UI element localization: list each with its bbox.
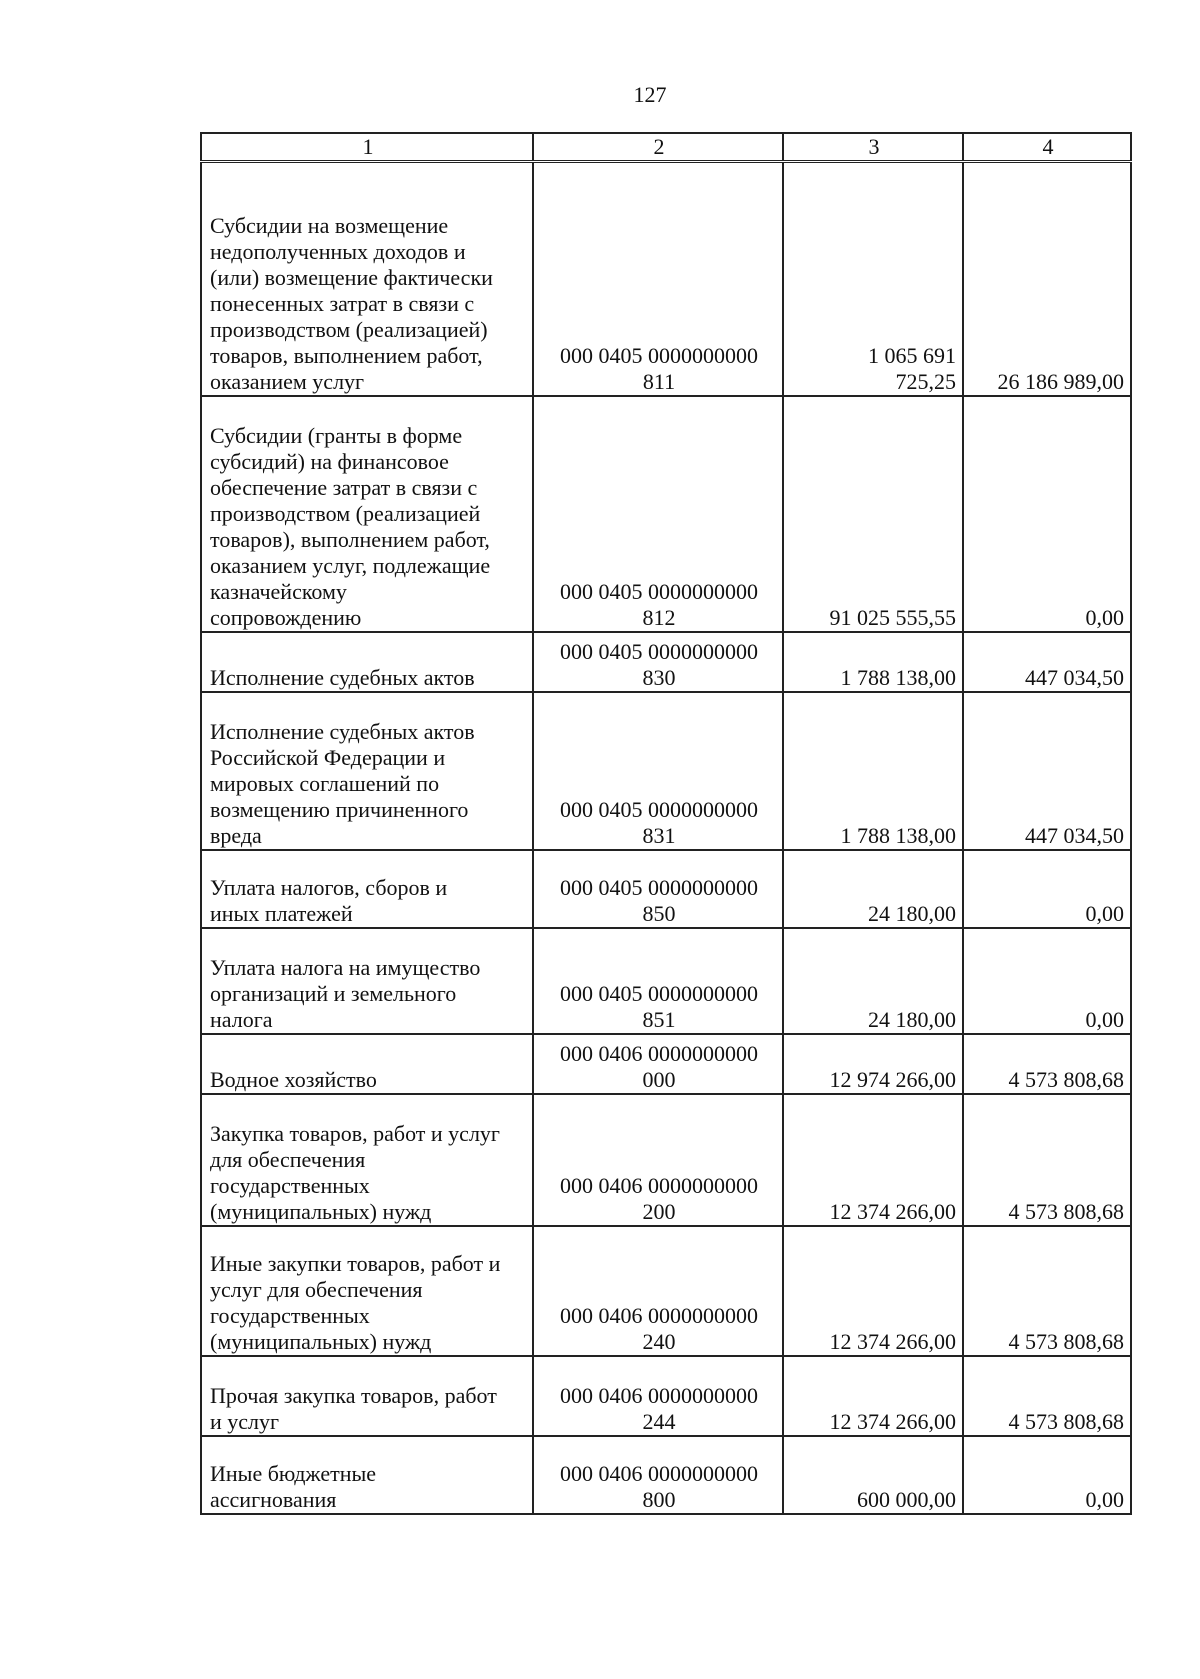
row-col3-value: [783, 632, 963, 692]
row-name: [201, 1226, 533, 1356]
row-col3-value-line: 24 180,00: [868, 1007, 956, 1032]
row-col3-value-line: 12 374 266,00: [829, 1409, 956, 1434]
row-code-line: 000 0406 0000000000: [560, 1383, 758, 1408]
row-name-line: казначейскому: [210, 579, 347, 604]
row-col4-value: 4 573 808,68: [963, 1226, 1131, 1356]
header-col-4: 4: [963, 133, 1131, 162]
row-col3-value-line: 91 025 555,55: [829, 605, 956, 630]
row-name-line: Иные закупки товаров, работ и: [210, 1251, 501, 1276]
row-col4-value: 0,00: [963, 928, 1131, 1034]
row-code-line: 800: [642, 1487, 676, 1512]
row-code: [533, 1226, 783, 1356]
row-name: [201, 928, 533, 1034]
row-col3-value-line: 1 788 138,00: [840, 823, 956, 848]
row-name-line: понесенных затрат в связи с: [210, 291, 475, 316]
row-code: [533, 928, 783, 1034]
row-code: [533, 1034, 783, 1094]
row-name: [201, 1356, 533, 1436]
row-name-line: (муниципальных) нужд: [210, 1199, 432, 1224]
row-col3-value: [783, 1034, 963, 1094]
row-name-line: для обеспечения: [210, 1147, 366, 1172]
table-row: [201, 162, 1131, 397]
row-code-line: 000 0406 0000000000: [560, 1461, 758, 1486]
row-col3-value-line: 1 065 691: [868, 343, 956, 368]
row-col4-value: 4 573 808,68: [963, 1356, 1131, 1436]
row-code-line: 200: [642, 1199, 676, 1224]
row-name-line: недополученных доходов и: [210, 239, 466, 264]
row-name-line: товаров), выполнением работ,: [210, 527, 490, 552]
row-col3-value-line: 12 374 266,00: [829, 1199, 956, 1224]
row-name-line: государственных: [210, 1173, 370, 1198]
row-name-line: Исполнение судебных актов: [210, 665, 475, 690]
row-name: [201, 850, 533, 928]
row-name: [201, 1034, 533, 1094]
table-row: [201, 928, 1131, 1034]
row-code-line: 000 0405 0000000000: [560, 797, 758, 822]
row-code-line: 830: [642, 665, 676, 690]
row-col3-value: [783, 1356, 963, 1436]
row-col4-value: 0,00: [963, 396, 1131, 632]
row-name-line: ассигнования: [210, 1487, 337, 1512]
row-code-line: 851: [642, 1007, 676, 1032]
row-code-line: 000 0406 0000000000: [560, 1041, 758, 1066]
row-col3-value: [783, 850, 963, 928]
row-code-line: 000 0406 0000000000: [560, 1173, 758, 1198]
row-name-line: оказанием услуг: [210, 369, 365, 394]
row-col4-value: 26 186 989,00: [963, 162, 1131, 397]
row-name-line: Иные бюджетные: [210, 1461, 377, 1486]
row-name-line: услуг для обеспечения: [210, 1277, 423, 1302]
row-code-line: 831: [642, 823, 676, 848]
row-name-line: субсидий) на финансовое: [210, 449, 449, 474]
row-name-line: организаций и земельного: [210, 981, 457, 1006]
row-code: [533, 396, 783, 632]
table-row: [201, 1356, 1131, 1436]
row-code-line: 000 0405 0000000000: [560, 875, 758, 900]
row-col3-value-line: 1 788 138,00: [840, 665, 956, 690]
row-code-line: 000 0405 0000000000: [560, 639, 758, 664]
header-col-1: 1: [201, 133, 533, 162]
row-code: [533, 850, 783, 928]
row-code-line: 000 0405 0000000000: [560, 579, 758, 604]
header-col-2: 2: [533, 133, 783, 162]
row-code-line: 812: [642, 605, 676, 630]
page-number: 127: [633, 82, 667, 107]
row-name-line: обеспечение затрат в связи с: [210, 475, 478, 500]
row-col3-value: [783, 928, 963, 1034]
row-code: [533, 162, 783, 397]
row-name-line: производством (реализацией): [210, 317, 488, 342]
row-col3-value-line: 12 374 266,00: [829, 1329, 956, 1354]
row-name-line: (муниципальных) нужд: [210, 1329, 432, 1354]
table-row: [201, 632, 1131, 692]
row-col3-value-line: 725,25: [895, 369, 956, 394]
budget-table: [200, 132, 1132, 1515]
row-name-line: возмещению причиненного: [210, 797, 469, 822]
row-col4-value: 447 034,50: [963, 692, 1131, 850]
row-code: [533, 1436, 783, 1514]
row-col4-value: 0,00: [963, 850, 1131, 928]
row-col3-value: [783, 396, 963, 632]
row-code-line: 000 0406 0000000000: [560, 1303, 758, 1328]
row-code-line: 000: [642, 1067, 676, 1092]
row-code-line: 000 0405 0000000000: [560, 981, 758, 1006]
row-name: [201, 632, 533, 692]
row-name-line: государственных: [210, 1303, 370, 1328]
table-row: [201, 692, 1131, 850]
row-name-line: и услуг: [210, 1409, 280, 1434]
row-name-line: мировых соглашений по: [210, 771, 440, 796]
row-code-line: 811: [642, 369, 676, 394]
row-code: [533, 1356, 783, 1436]
row-name-line: Субсидии (гранты в форме: [210, 423, 463, 448]
row-name: [201, 1094, 533, 1226]
table-row: [201, 1226, 1131, 1356]
row-code: [533, 1094, 783, 1226]
row-name-line: Закупка товаров, работ и услуг: [210, 1121, 500, 1146]
row-code-line: 244: [642, 1409, 676, 1434]
row-code-line: 000 0405 0000000000: [560, 343, 758, 368]
row-name: [201, 692, 533, 850]
row-col3-value: [783, 1094, 963, 1226]
row-name-line: Российской Федерации и: [210, 745, 446, 770]
row-col3-value: [783, 162, 963, 397]
table-header-row: [201, 133, 1131, 162]
table-row: [201, 1094, 1131, 1226]
row-col3-value: [783, 1436, 963, 1514]
row-name-line: налога: [210, 1007, 273, 1032]
row-name-line: сопровождению: [210, 605, 362, 630]
row-col3-value-line: 600 000,00: [857, 1487, 956, 1512]
row-name-line: вреда: [210, 823, 262, 848]
table-row: [201, 396, 1131, 632]
table-row: [201, 1034, 1131, 1094]
row-name-line: Уплата налога на имущество: [210, 955, 481, 980]
row-col3-value-line: 12 974 266,00: [829, 1067, 956, 1092]
header-col-3: 3: [783, 133, 963, 162]
table-row: [201, 1436, 1131, 1514]
row-name-line: оказанием услуг, подлежащие: [210, 553, 491, 578]
row-name: [201, 162, 533, 397]
row-col4-value: 4 573 808,68: [963, 1094, 1131, 1226]
row-name-line: Уплата налогов, сборов и: [210, 875, 448, 900]
table-row: [201, 850, 1131, 928]
row-col3-value-line: 24 180,00: [868, 901, 956, 926]
row-code: [533, 632, 783, 692]
row-col3-value: [783, 692, 963, 850]
row-name-line: Субсидии на возмещение: [210, 213, 449, 238]
row-name-line: (или) возмещение фактически: [210, 265, 493, 290]
row-name-line: иных платежей: [210, 901, 353, 926]
row-name-line: Прочая закупка товаров, работ: [210, 1383, 497, 1408]
row-code-line: 850: [642, 901, 676, 926]
row-name-line: Исполнение судебных актов: [210, 719, 475, 744]
row-name-line: товаров, выполнением работ,: [210, 343, 483, 368]
row-name-line: Водное хозяйство: [210, 1067, 377, 1092]
row-code: [533, 692, 783, 850]
row-name-line: производством (реализацией: [210, 501, 481, 526]
row-col4-value: 4 573 808,68: [963, 1034, 1131, 1094]
row-col3-value: [783, 1226, 963, 1356]
row-code-line: 240: [642, 1329, 676, 1354]
row-col4-value: 0,00: [963, 1436, 1131, 1514]
row-col4-value: 447 034,50: [963, 632, 1131, 692]
row-name: [201, 1436, 533, 1514]
row-name: [201, 396, 533, 632]
